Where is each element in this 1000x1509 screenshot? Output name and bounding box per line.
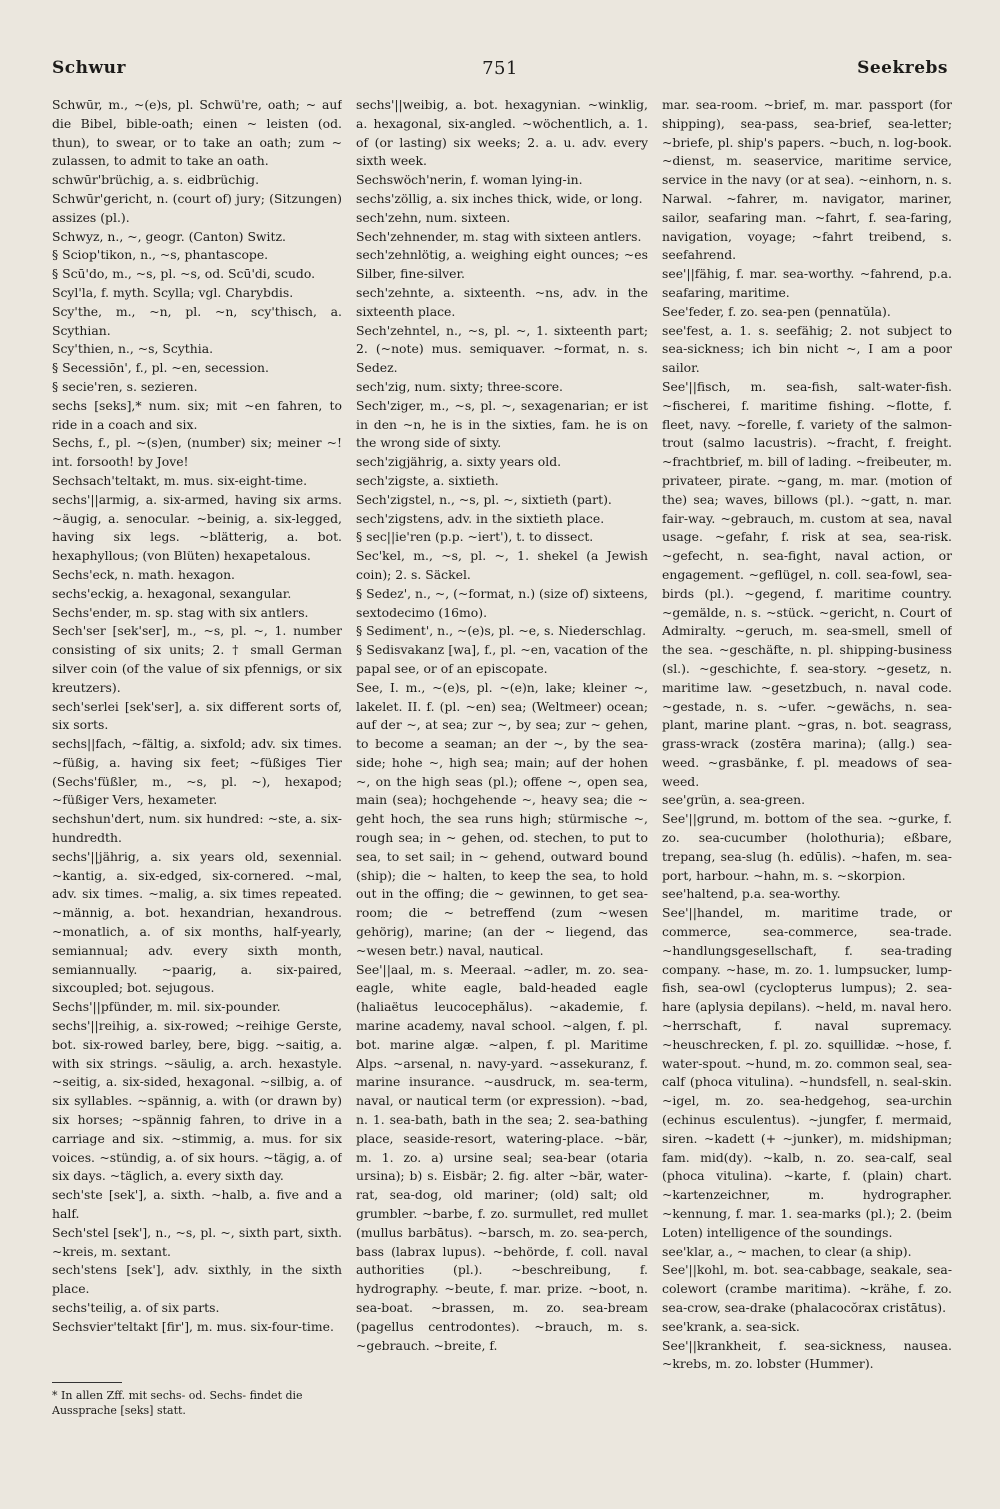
dictionary-entry: § Sediment', n., ~(e)s, pl. ~e, s. Niederschlag. — [356, 623, 647, 639]
dictionary-entry: § Sedisvakanz [wa], f., pl. ~en, vacation of the papal see, or of an episcopate. — [356, 642, 648, 676]
dictionary-entry: sechs'||reihig, a. six-rowed; ~reihige Gerste, bot. six-rowed barley, bere, bigg. ~saitig, a. with six strings. ~säulig, a. arch. hexastyle. ~seitig, a. six-sided, hexagonal. ~silbig, a. of six syllables. ~spännig, a. with (or drawn by) six horses; ~spännig fahren, to drive in a carriage and six. ~stimmig, a. mus. for six voices. ~stündig, a. of six hours. ~tägig, a. of six days. ~täglich, a. every sixth day. — [52, 1018, 342, 1184]
dictionary-entry: Schwūr, m., ~(e)s, pl. Schwü're, oath; ~ auf die Bibel, bible-oath; einen ~ leisten (od. thun), to swear, or to take an oath; zum ~ zulassen, to admit to take an oath. — [52, 97, 342, 169]
column-left — [52, 96, 342, 1436]
dictionary-entry: sechs'||weibig, a. bot. hexagynian. ~winklig, a. hexagonal, six-angled. ~wöchentlich, a. 1. of (or lasting) six weeks; 2. a. u. adv. every sixth week. — [356, 97, 648, 169]
dictionary-entry: Sech'stel [sek'], n., ~s, pl. ~, sixth part, sixth. ~kreis, m. sextant. — [52, 1224, 342, 1259]
dictionary-entry: Sech'ser [sek'ser], m., ~s, pl. ~, 1. number consisting of six units; 2. † small German silver coin (of the value of six pfennigs, or six kreutzers). — [52, 623, 342, 695]
dictionary-entry: § Sedez', n., ~, (~format, n.) (size of) sixteens, sextodecimo (16mo). — [356, 585, 648, 620]
dictionary-entry: sech'ste [sek'], a. sixth. ~halb, a. five and a half. — [52, 1187, 342, 1222]
dictionary-entry: § Sciop'tikon, n., ~s, phantascope. — [52, 247, 269, 263]
dictionary-entry: mar. sea-room. ~brief, m. mar. passport (for shipping), sea-pass, sea-brief, sea-letter; ~briefe, pl. ship's papers. ~buch, n. log-book. ~dienst, m. seaservice, maritime service, service in the navy (or at sea). ~einhorn, n. s. Narwal. ~fahrer, m. navigator, mariner, sailor, seafaring man. ~fahrt, f. sea-faring, navigation, voyage; ~fahrt treibend, s. seefahrend. — [662, 97, 952, 263]
dictionary-entry: Scy'the, m., ~n, pl. ~n, scy'thisch, a. Scythian. — [52, 303, 342, 338]
dictionary-entry: Sech'zehnender, m. stag with sixteen antlers. — [356, 228, 642, 244]
dictionary-entry: sech'zig, num. sixty; three-score. — [356, 378, 563, 394]
footnote: * In allen Zff. mit sechs- od. Sechs- findet die Aussprache [seks] statt. — [52, 1389, 303, 1417]
column-right — [662, 96, 952, 1436]
dictionary-entry: Sec'kel, m., ~s, pl. ~, 1. shekel (a Jewish coin); 2. s. Säckel. — [356, 548, 648, 582]
dictionary-entry: schwūr'brüchig, a. s. eidbrüchig. — [52, 172, 260, 188]
dictionary-entry: sechs'teilig, a. of six parts. — [52, 1300, 220, 1315]
dictionary-entry: sechshun'dert, num. six hundred: ~ste, a. six-hundredth. — [52, 811, 342, 846]
dictionary-entry: see'haltend, p.a. sea-worthy. — [662, 886, 841, 902]
dictionary-entry: sech'zehnlötig, a. weighing eight ounces; ~es Silber, fine-silver. — [356, 247, 648, 282]
dictionary-entry: Sech'zehntel, n., ~s, pl. ~, 1. sixteenth part; 2. (~note) mus. semiquaver. ~format, n. s. Sedez. — [356, 322, 648, 376]
dictionary-entry: § Secessiōn', f., pl. ~en, secession. — [52, 360, 269, 376]
dictionary-entry: See, I. m., ~(e)s, pl. ~(e)n, lake; kleiner ~, lakelet. II. f. (pl. ~en) sea; (Weltmeer) ocean; auf der ~, at sea; zur ~, by sea; zur ~ gehen, to become a seaman; an der ~, by the sea-side; hohe ~, high sea; main; auf der hohen ~, on the high seas (pl.); offene ~, open sea, main (sea); hochgehende ~, heavy sea; die ~ geht hoch, the sea runs high; stürmische ~, rough sea; in ~ gehen, od. stechen, to put to sea, to set sail; in ~ gehend, outward bound (ship); die ~ halten, to keep the sea, to hold out in the offing; die ~ gewinnen, to get sea-room; die ~ betreffend (zum ~wesen gehörig), marine; (an der ~ liegend, das ~wesen betr.) naval, nautical. — [356, 679, 648, 958]
dictionary-entry: sech'zehnte, a. sixteenth. ~ns, adv. in the sixteenth place. — [356, 284, 648, 319]
dictionary-entry: Sechs, f., pl. ~(s)en, (number) six; meiner ~! int. forsooth! by Jove! — [52, 435, 342, 470]
dictionary-entry: sechs'eckig, a. hexagonal, sexangular. — [52, 585, 292, 601]
dictionary-entry: Sech'ziger, m., ~s, pl. ~, sexagenarian; er ist in den ~n, he is in the sixties, fam. he is on the wrong side of sixty. — [356, 397, 648, 451]
dictionary-entry: Scy'thien, n., ~s, Scythia. — [52, 341, 214, 357]
dictionary-entry: § secie'ren, s. sezieren. — [52, 378, 198, 394]
dictionary-entry: Sechs'ender, m. sp. stag with six antlers. — [52, 604, 309, 620]
dictionary-entry: see'klar, a., ~ machen, to clear (a ship). — [662, 1243, 912, 1259]
dictionary-entry: Sechsvier'teltakt [fir'], m. mus. six-four-time. — [52, 1318, 334, 1334]
page-number: 751 — [482, 58, 518, 79]
dictionary-entry: See'||kohl, m. bot. sea-cabbage, seakale, sea-colewort (crambe maritima). ~krähe, f. zo. sea-crow, sea-drake (phalacocŏrax cristātus). — [662, 1262, 952, 1315]
dictionary-entry: See'||grund, m. bottom of the sea. ~gurke, f. zo. sea-cucumber (holothuria); eßbare, trepang, sea-slug (h. edūlis). ~hafen, m. sea-port, harbour. ~hahn, m. s. ~skorpion. — [662, 811, 952, 883]
dictionary-entry: see'grün, a. sea-green. — [662, 792, 806, 808]
dictionary-entry: See'||fisch, m. sea-fish, salt-water-fish. ~fischerei, f. maritime fishing. ~flotte, f. fleet, navy. ~forelle, f. variety of the salmon-trout (salmo lacustris). ~fracht, f. freight. ~frachtbrief, m. bill of lading. ~freibeuter, m. privateer, pirate. ~gang, m. mar. (motion of the) sea; waves, billows (pl.). ~gatt, n. mar. fair-way. ~gebrauch, m. custom at sea, naval usage. ~gefahr, f. risk at sea, sea-risk. ~gefecht, n. sea-fight, naval action, or engagement. ~geflügel, n. coll. sea-fowl, sea-birds (pl.). ~gegend, f. maritime country. ~gemälde, n. s. ~stück. ~gericht, n. Court of Admiralty. ~geruch, m. sea-smell, smell of the sea. ~geschäfte, n. pl. shipping-business (sl.). ~geschichte, f. sea-story. ~gesetz, n. maritime law. ~gesetzbuch, n. naval code. ~gestade, n. s. ~ufer. ~gewächs, n. sea-plant, marine plant. ~gras, n. bot. seagrass, grass-wrack (zostēra marina); (allg.) sea-weed. ~grasbänke, f. pl. meadows of sea-weed. — [662, 378, 952, 789]
dictionary-entry: Sechsach'teltakt, m. mus. six-eight-time. — [52, 472, 308, 488]
dictionary-entry: see'fest, a. 1. s. seefähig; 2. not subject to sea-sickness; ich bin nicht ~, I am a poor sailor. — [662, 322, 952, 376]
dictionary-entry: Sech'zigstel, n., ~s, pl. ~, sixtieth (part). — [356, 491, 612, 507]
footnote-rule — [52, 1382, 122, 1383]
column-middle — [356, 96, 648, 1436]
dictionary-entry: See'||krankheit, f. sea-sickness, nausea. ~krebs, m. zo. lobster (Hummer). — [662, 1337, 952, 1372]
dictionary-entry: Sechs'||pfünder, m. mil. six-pounder. — [52, 999, 281, 1015]
dictionary-entry: Sechswöch'nerin, f. woman lying-in. — [356, 172, 583, 188]
running-head-right: Seekrebs — [857, 58, 948, 78]
dictionary-entry: sech'stens [sek'], adv. sixthly, in the sixth place. — [52, 1262, 342, 1297]
dictionary-entry: sech'zigste, a. sixtieth. — [356, 472, 499, 488]
dictionary-entry: See'||handel, m. maritime trade, or commerce, sea-commerce, sea-trade. ~handlungsgesellschaft, f. sea-trading company. ~hase, m. zo. 1. lumpsucker, lump-fish, sea-owl (cyclopterus lumpus); 2. sea-hare (aplysia depilans). ~held, m. naval hero. ~herrschaft, f. naval supremacy. ~heuschrecken, f. pl. zo. squillidæ. ~hose, f. water-spout. ~hund, m. zo. common seal, sea-calf (phoca vitulina). ~hundsfell, n. seal-skin. ~igel, m. zo. sea-hedgehog, sea-urchin (echinus esculentus). ~jungfer, f. mermaid, siren. ~kadett (+ ~junker), m. midshipman; fam. mid(dy). ~kalb, n. zo. sea-calf, seal (phoca vitulina). ~karte, f. (plain) chart. ~kartenzeichner, m. hydrographer. ~kennung, f. mar. 1. sea-marks (pl.); 2. (beim Loten) intelligence of the soundings. — [662, 905, 952, 1240]
dictionary-entry: sech'serlei [sek'ser], a. six different sorts of, six sorts. — [52, 698, 342, 733]
dictionary-entry: see'||fähig, f. mar. sea-worthy. ~fahrend, p.a. seafaring, maritime. — [662, 266, 952, 300]
dictionary-entry: sechs'||armig, a. six-armed, having six arms. ~äugig, a. senocular. ~beinig, a. six-legged, having six legs. ~blätterig, a. bot. hexaphyllous; (von Blüten) hexapetalous. — [52, 491, 342, 564]
dictionary-entry: Sechs'eck, n. math. hexagon. — [52, 566, 235, 582]
dictionary-entry: see'krank, a. sea-sick. — [662, 1318, 800, 1334]
dictionary-entry: sech'zigstens, adv. in the sixtieth place. — [356, 510, 605, 526]
dictionary-entry: § Scū'do, m., ~s, pl. ~s, od. Scū'di, scudo. — [52, 266, 316, 282]
dictionary-entry: See'||aal, m. s. Meeraal. ~adler, m. zo. sea-eagle, white eagle, bald-headed eagle (haliaëtus leucocephălus). ~akademie, f. marine academy, naval school. ~algen, f. pl. bot. marine algæ. ~alpen, f. pl. Maritime Alps. ~arsenal, n. navy-yard. ~assekuranz, f. marine insurance. ~ausdruck, m. sea-term, naval, or nautical term (or expression). ~bad, n. 1. sea-bath, bath in the sea; 2. sea-bathing place, seaside-resort, watering-place. ~bär, m. 1. zo. a) ursine seal; sea-bear (otaria ursina); b) s. Eisbär; 2. fig. alter ~bär, water-rat, sea-dog, old mariner; (old) salt; old grumbler. ~barbe, f. zo. surmullet, red mullet (mullus barbātus). ~barsch, m. zo. sea-perch, bass (labrax lupus). ~behörde, f. coll. naval authorities (pl.). ~beschreibung, f. hydrography. ~beute, f. mar. prize. ~boot, n. sea-boat. ~brassen, m. zo. sea-bream (pagellus centrodontes). ~brauch, m. s. ~gebrauch. ~breite, f. — [356, 961, 648, 1353]
dictionary-entry: Schwyz, n., ~, geogr. (Canton) Switz. — [52, 228, 286, 244]
dictionary-entry: See'feder, f. zo. sea-pen (pennatŭla). — [662, 303, 891, 319]
dictionary-entry: sech'zigjährig, a. sixty years old. — [356, 454, 562, 470]
dictionary-entry: sechs||fach, ~fältig, a. sixfold; adv. six times. ~füßig, a. having six feet; ~füßiges Tier (Sechs'füßler, m., ~s, pl. ~), hexapod; ~füßiger Vers, hexameter. — [52, 736, 342, 808]
dictionary-entry: Schwūr'gericht, n. (court of) jury; (Sitzungen) assizes (pl.). — [52, 190, 342, 225]
dictionary-entry: sechs'||jährig, a. six years old, sexennial. ~kantig, a. six-edged, six-cornered. ~mal, adv. six times. ~malig, a. six times repeated. ~männig, a. bot. hexandrian, hexandrous. ~monatlich, a. of six months, half-yearly, semiannual; adv. every sixth month, semiannually. ~paarig, a. six-paired, sixcoupled; bot. sejugous. — [52, 848, 342, 996]
dictionary-entry: sechs'zöllig, a. six inches thick, wide, or long. — [356, 190, 643, 206]
running-head-left: Schwur — [52, 58, 126, 78]
dictionary-entry: sechs [seks],* num. six; mit ~en fahren, to ride in a coach and six. — [52, 397, 342, 432]
dictionary-entry: § sec||ie'ren (p.p. ~iert'), t. to dissect. — [356, 529, 594, 545]
dictionary-entry: Scyl'la, f. myth. Scylla; vgl. Charybdis. — [52, 284, 294, 300]
dictionary-entry: sech'zehn, num. sixteen. — [356, 209, 511, 225]
